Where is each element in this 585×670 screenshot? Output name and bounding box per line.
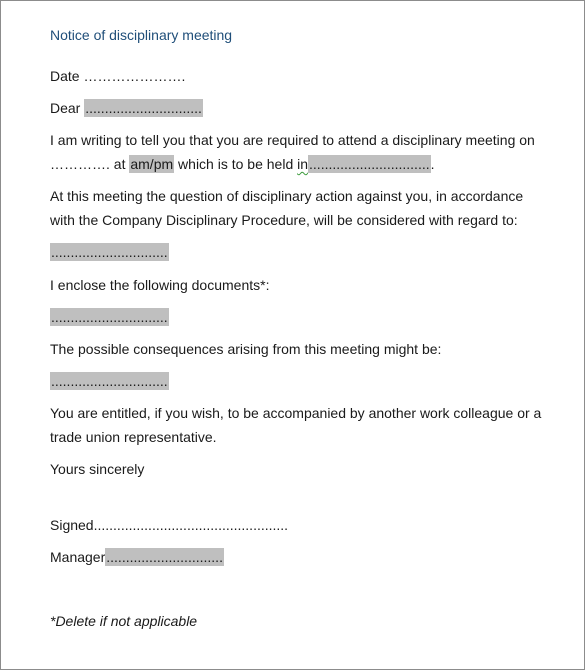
salutation-line (50, 99, 203, 117)
paragraph-1-mid: which is to be held (174, 156, 298, 172)
manager-label: Manager (50, 549, 106, 565)
name-field[interactable]: .............................. (85, 100, 202, 116)
manager-field[interactable]: .............................. (106, 549, 223, 565)
spellcheck-word-in: in (297, 156, 309, 172)
consequences-field-line (50, 372, 169, 390)
consequences-line: The possible consequences arising from this meeting might be: (50, 341, 442, 357)
place-field[interactable]: ............................... (309, 156, 430, 172)
signed-label: Signed (50, 517, 94, 533)
signed-line (50, 516, 288, 534)
paragraph-1-line-2 (50, 155, 435, 173)
paragraph-3-line-2: trade union representative. (50, 429, 217, 445)
enclose-line: I enclose the following documents*: (50, 277, 270, 293)
regard-field[interactable]: .............................. (51, 244, 168, 260)
document-title: Notice of disciplinary meeting (50, 27, 233, 43)
consequences-field[interactable]: .............................. (51, 373, 168, 389)
manager-line (50, 548, 224, 566)
date-dots[interactable]: …………………. (83, 68, 186, 84)
paragraph-1-end: . (430, 156, 435, 172)
time-field[interactable]: am/pm (130, 156, 174, 172)
documents-field[interactable]: .............................. (51, 309, 168, 325)
footnote: *Delete if not applicable (50, 613, 198, 629)
meeting-date-dots[interactable]: …………. at (50, 156, 126, 172)
regard-line (50, 243, 169, 261)
closing-line: Yours sincerely (50, 461, 145, 477)
signature-dots[interactable]: .................................................. (93, 517, 289, 533)
dear-label: Dear (50, 100, 81, 116)
date-line (50, 67, 185, 85)
paragraph-2-line-1: At this meeting the question of disciplinary action against you, in accordance (50, 188, 524, 204)
paragraph-3-line-1: You are entitled, if you wish, to be accompanied by another work colleague or a (50, 405, 542, 421)
documents-line (50, 308, 169, 326)
paragraph-2-line-2: with the Company Disciplinary Procedure, will be considered with regard to: (50, 212, 518, 228)
paragraph-1-line-1: I am writing to tell you that you are required to attend a disciplinary meeting on (50, 132, 535, 148)
date-label: Date (50, 68, 80, 84)
